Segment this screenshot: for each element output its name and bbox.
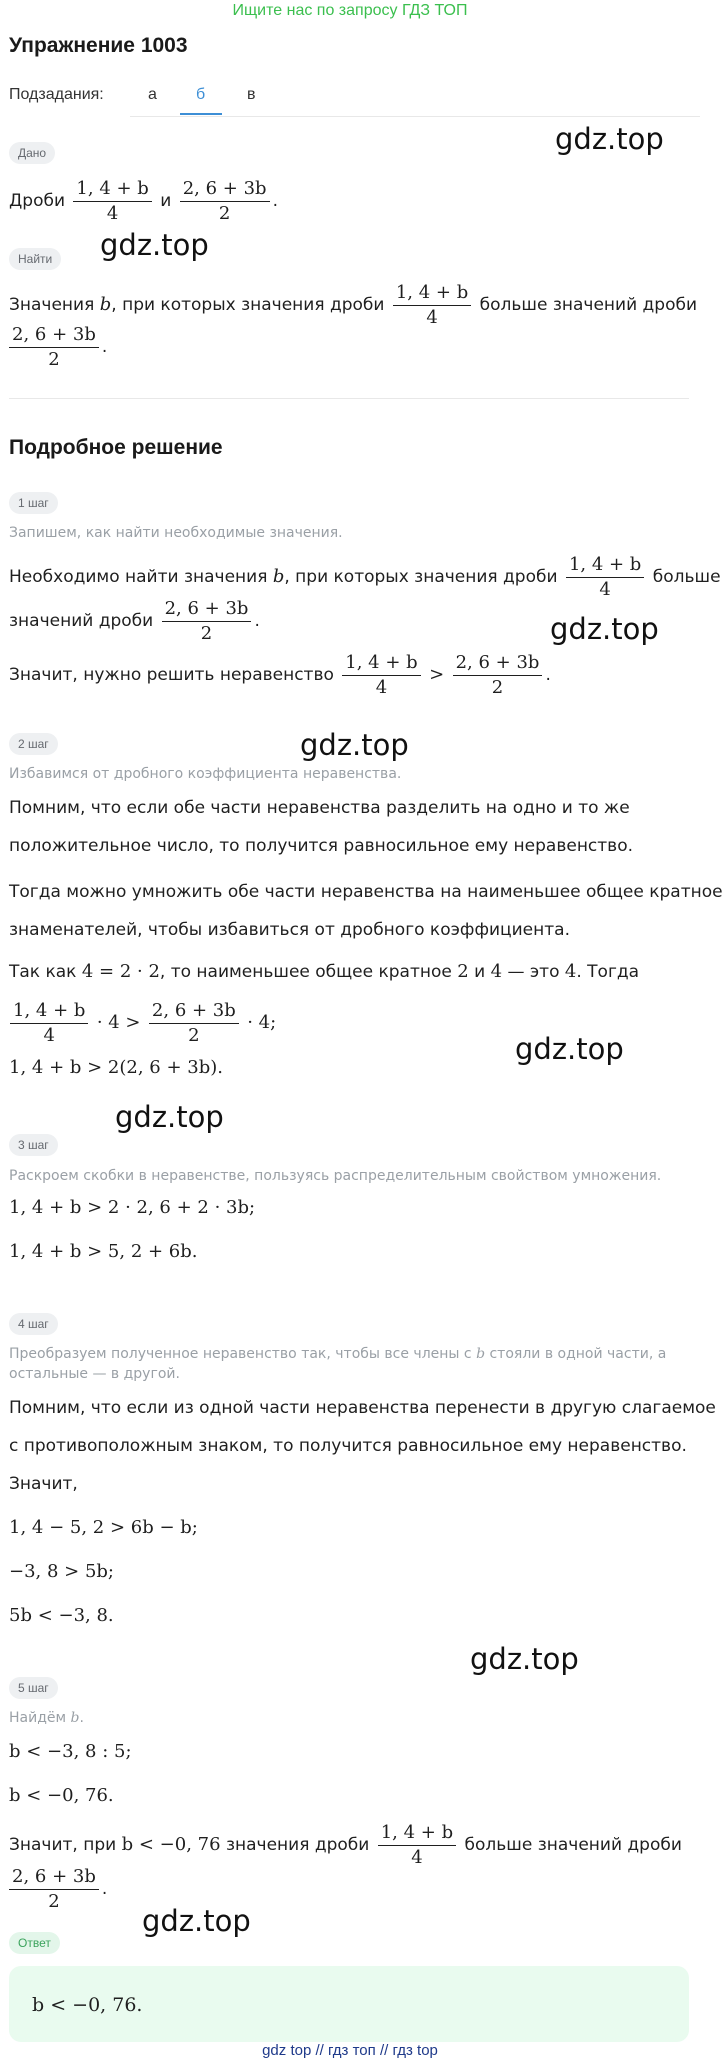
step-4-hint-2: остальные — в другой. (9, 1366, 180, 1382)
step-4-line-2: −3, 8 > 5b; (9, 1561, 114, 1582)
solution-title: Подробное решение (9, 436, 223, 459)
tabs-divider (130, 116, 700, 117)
footer-link-3[interactable]: гдз top (392, 2042, 438, 2059)
watermark: gdz.top (142, 1904, 251, 1938)
step-4-hint-1: Преобразуем полученное неравенство так, чтобы все члены с b стояли в одной части, а (9, 1346, 667, 1362)
step-5-line-1: b < −3, 8 : 5; (9, 1741, 132, 1762)
find-line-2: $\frac{2, 6 + 3b}{2}$ . (6, 320, 107, 374)
step-2-ineq-frac-1: $\frac{1, 4 + b}{4}$ (10, 1000, 88, 1047)
find-tag: Найти (9, 248, 61, 270)
step-1-line-2: значений дроби $\frac{2, 6 + 3b}{2}$ . (9, 597, 260, 644)
step-1-fraction-2: $\frac{2, 6 + 3b}{2}$ (162, 598, 252, 645)
step-1-line-1: Необходимо найти значения b, при которых значения дроби $\frac{1, 4 + b}{4}$ больше (9, 553, 721, 600)
given-prefix: Дроби (9, 191, 66, 211)
watermark: gdz.top (550, 612, 659, 646)
step-4-p3: Значит, (9, 1474, 78, 1494)
step-1-fraction-1: $\frac{1, 4 + b}{4}$ (566, 554, 644, 601)
step-4-line-1: 1, 4 − 5, 2 > 6b − b; (9, 1517, 198, 1538)
step-2-hint: Избавимся от дробного коэффициента неравенства. (9, 766, 402, 782)
step-1-ineq-frac-2: $\frac{2, 6 + 3b}{2}$ (453, 652, 543, 699)
top-banner[interactable]: Ищите нас по запросу ГДЗ ТОП (232, 2, 468, 19)
footer-links: gdz top // гдз топ // гдз top (262, 2042, 438, 2059)
step-2-p5: Так как 4 = 2 · 2, то наименьшее общее кратное 2 и 4 — это 4. Тогда (9, 961, 640, 982)
step-2-line-2: 1, 4 + b > 2(2, 6 + 3b). (9, 1057, 223, 1078)
watermark: gdz.top (115, 1100, 224, 1134)
find-fraction-1: $\frac{1, 4 + b}{4}$ (393, 282, 471, 329)
answer-tag: Ответ (9, 1932, 60, 1954)
tab-a[interactable]: а (148, 86, 157, 103)
watermark: gdz.top (555, 122, 664, 156)
step-3-tag: 3 шаг (9, 1134, 58, 1156)
given-and: и (160, 191, 172, 211)
given-fraction-1: $\frac{1, 4 + b}{4}$ (73, 178, 151, 225)
find-fraction-2: $\frac{2, 6 + 3b}{2}$ (9, 324, 99, 371)
step-2-p1: Помним, что если обе части неравенства разделить на одно и то же (9, 798, 630, 818)
step-3-hint: Раскроем скобки в неравенстве, пользуясь распределительным свойством умножения. (9, 1168, 662, 1184)
watermark: gdz.top (100, 228, 209, 262)
step-5-tag: 5 шаг (9, 1677, 58, 1699)
step-1-line-3: Значит, нужно решить неравенство $\frac{1, 4 + b}{4}$ > $\frac{2, 6 + 3b}{2}$ . (9, 651, 551, 698)
given-tag: Дано (9, 142, 55, 164)
watermark: gdz.top (470, 1642, 579, 1676)
active-tab-underline (180, 113, 222, 115)
step-3-line-2: 1, 4 + b > 5, 2 + 6b. (9, 1241, 198, 1262)
step-4-p2: с противоположным знаком, то получится равносильное ему неравенство. (9, 1436, 687, 1456)
step-5-line-2: b < −0, 76. (9, 1785, 114, 1806)
step-2-tag: 2 шаг (9, 733, 58, 755)
step-2-p2: положительное число, то получится равносильное ему неравенство. (9, 836, 634, 856)
step-5-fraction-1: $\frac{1, 4 + b}{4}$ (378, 1822, 456, 1869)
footer-link-1[interactable]: gdz top (262, 2042, 312, 2059)
footer-link-2[interactable]: гдз топ (328, 2042, 376, 2059)
step-5-line-3: Значит, при b < −0, 76 значения дроби $\frac{1, 4 + b}{4}$ больше значений дроби (9, 1821, 682, 1868)
answer-value: b < −0, 76. (32, 1994, 143, 2016)
subtasks-label: Подзадания: (9, 86, 104, 103)
step-4-line-3: 5b < −3, 8. (9, 1605, 114, 1626)
step-5-fraction-2: $\frac{2, 6 + 3b}{2}$ (9, 1866, 99, 1913)
step-1-ineq-frac-1: $\frac{1, 4 + b}{4}$ (342, 652, 420, 699)
step-2-p4: знаменателей, чтобы избавиться от дробного коэффициента. (9, 920, 570, 940)
step-2-inequality: $\frac{1, 4 + b}{4}$ · 4 > $\frac{2, 6 + 3b}{2}$ · 4; (7, 996, 276, 1050)
step-5-line-4: $\frac{2, 6 + 3b}{2}$ . (6, 1862, 107, 1916)
step-4-p1: Помним, что если из одной части неравенства перенести в другую слагаемое (9, 1398, 716, 1418)
given-fraction-2: $\frac{2, 6 + 3b}{2}$ (180, 178, 270, 225)
page-title: Упражнение 1003 (9, 34, 188, 57)
tab-v[interactable]: в (247, 86, 256, 103)
step-1-tag: 1 шаг (9, 492, 58, 514)
step-2-ineq-frac-2: $\frac{2, 6 + 3b}{2}$ (149, 1000, 239, 1047)
step-5-hint: Найдём b. (9, 1710, 84, 1726)
given-line: Дроби $\frac{1, 4 + b}{4}$ и $\frac{2, 6 + 3b}{2}$ . (9, 177, 278, 224)
step-4-tag: 4 шаг (9, 1313, 58, 1335)
section-divider (9, 398, 689, 399)
step-3-line-1: 1, 4 + b > 2 · 2, 6 + 2 · 3b; (9, 1197, 256, 1218)
step-2-p3: Тогда можно умножить обе части неравенства на наименьшее общее кратное (9, 882, 723, 902)
watermark: gdz.top (300, 728, 409, 762)
tab-b[interactable]: б (196, 86, 206, 103)
find-line-1: Значения b, при которых значения дроби $\frac{1, 4 + b}{4}$ больше значений дроби (9, 281, 698, 328)
watermark: gdz.top (515, 1032, 624, 1066)
step-1-hint: Запишем, как найти необходимые значения. (9, 525, 343, 541)
